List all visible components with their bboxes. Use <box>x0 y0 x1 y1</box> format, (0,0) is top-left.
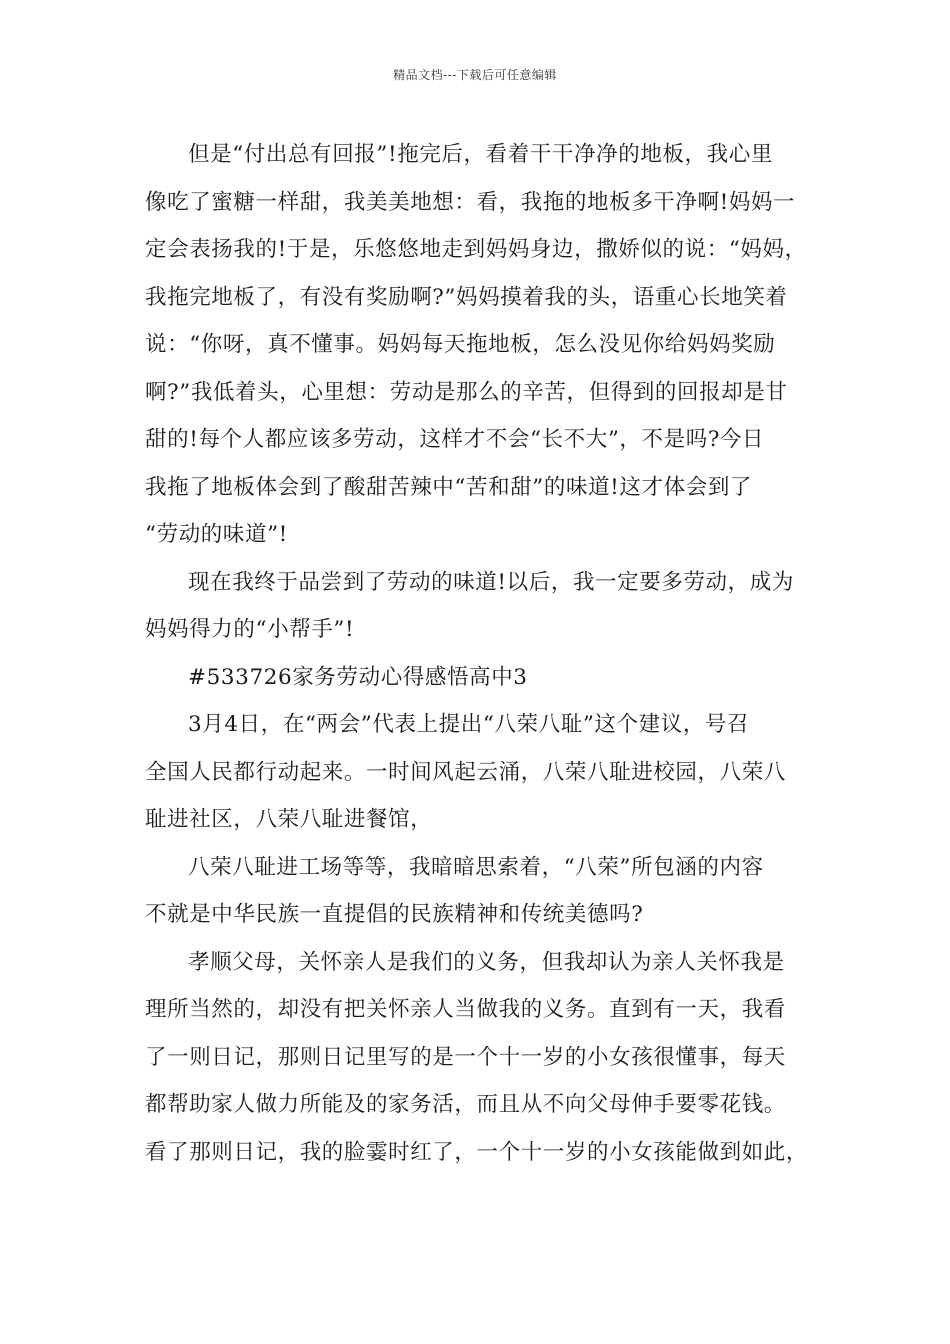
text-line: 但是“付出总有回报”!拖完后，看着干干净净的地板，我心里 <box>188 142 773 167</box>
document-body <box>145 131 825 1176</box>
paragraph <box>145 939 825 1177</box>
text-line: 我拖完地板了，有没有奖励啊?”妈妈摸着我的头，语重心长地笑着 <box>145 284 788 310</box>
page-header: 精品文档---下载后可任意编辑 <box>393 68 557 82</box>
text-line: 说：“你呀，真不懂事。妈妈每天拖地板，怎么没见你给妈妈奖励 <box>145 332 776 357</box>
paragraph <box>145 701 825 844</box>
text-line: 孝顺父母，关怀亲人是我们的义务，但我却认为亲人关怀我是 <box>188 949 785 975</box>
text-line: “劳动的味道”! <box>145 522 288 547</box>
section-heading <box>145 654 825 702</box>
text-line: 全国人民都行动起来。一时间风起云涌，八荣八耻进校园，八荣八 <box>145 759 786 785</box>
paragraph <box>145 131 825 559</box>
text-line: 都帮助家人做力所能及的家务活，而且从不向父母伸手要零花钱。 <box>145 1092 786 1117</box>
text-line: 八荣八耻进工场等等，我暗暗思索着，“八荣”所包涵的内容 <box>188 854 764 880</box>
text-line: 现在我终于品尝到了劳动的味道!以后，我一定要多劳动，成为 <box>188 569 794 595</box>
text-line: 妈妈得力的“小帮手”! <box>145 617 355 642</box>
text-line: #533726家务劳动心得感悟高中3 <box>188 664 528 690</box>
text-line: 啊?”我低着头，心里想：劳动是那么的辛苦，但得到的回报却是甘 <box>145 379 788 405</box>
text-line: 看了那则日记，我的脸霎时红了，一个十一岁的小女孩能做到如此， <box>145 1139 809 1165</box>
paragraph <box>145 559 825 654</box>
text-line: 定会表扬我的!于是，乐悠悠地走到妈妈身边，撒娇似的说：“妈妈， <box>145 237 807 262</box>
text-line: 我拖了地板体会到了酸甜苦辣中“苦和甜”的味道!这才体会到了 <box>145 474 753 500</box>
text-line: 耻进社区，八荣八耻进餐馆， <box>145 807 433 832</box>
paragraph <box>145 844 825 939</box>
text-line: 理所当然的，却没有把关怀亲人当做我的义务。直到有一天，我看 <box>145 997 786 1022</box>
text-line: 3月4日，在“两会”代表上提出“八荣八耻”这个建议，号召 <box>188 712 750 737</box>
text-line: 不就是中华民族一直提倡的民族精神和传统美德吗? <box>145 902 644 927</box>
text-line: 了一则日记，那则日记里写的是一个十一岁的小女孩很懂事，每天 <box>145 1044 786 1070</box>
text-line: 甜的!每个人都应该多劳动，这样才不会“长不大”，不是吗?今日 <box>145 427 765 452</box>
text-line: 像吃了蜜糖一样甜，我美美地想：看，我拖的地板多干净啊!妈妈一 <box>145 189 796 215</box>
